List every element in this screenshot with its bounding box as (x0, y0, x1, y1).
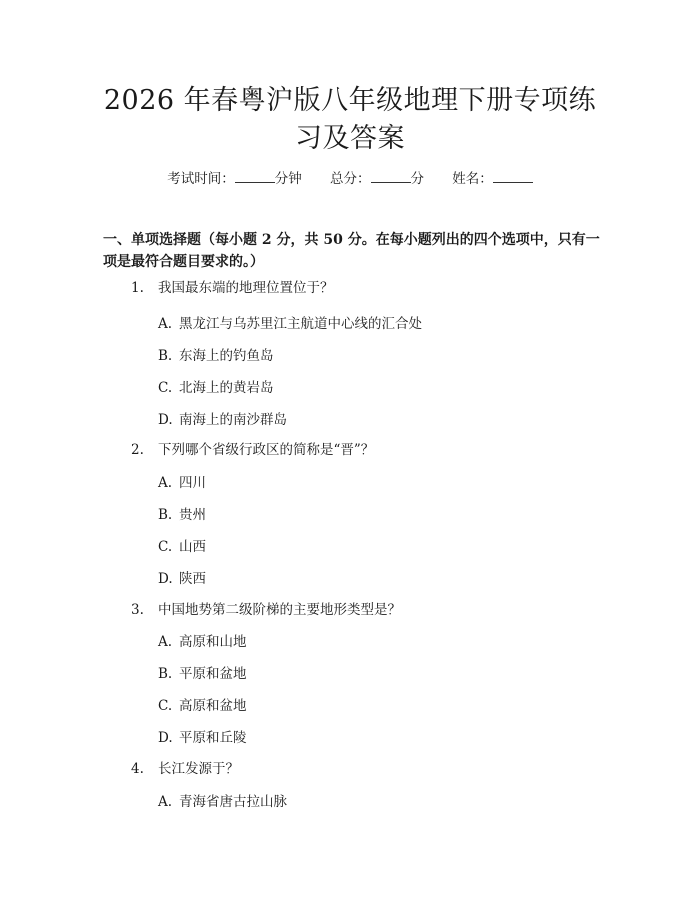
question-1 (131, 279, 334, 297)
option-text: 青海省唐古拉山脉 (179, 794, 287, 810)
question-1-option-a (158, 315, 422, 333)
question-2-option-b (158, 506, 206, 524)
option-letter: B. (158, 507, 173, 523)
section-heading: 一、单项选择题（每小题 2 分，共 50 分。在每小题列出的四个选项中，只有一项是最符合题目要求的。） (103, 232, 600, 270)
option-text: 陕西 (179, 571, 206, 587)
option-letter: A. (158, 634, 173, 650)
option-text: 山西 (179, 539, 206, 555)
option-text: 四川 (179, 475, 206, 491)
option-letter: C. (158, 698, 173, 714)
option-letter: B. (158, 666, 173, 682)
question-3-option-c (158, 697, 247, 715)
option-letter: B. (158, 348, 173, 364)
option-text: 平原和丘陵 (179, 730, 247, 746)
option-letter: A. (158, 794, 173, 810)
student-name-field (452, 170, 533, 188)
total-score-field (330, 170, 424, 188)
question-1-option-c (158, 379, 274, 397)
question-number: 1. (131, 280, 144, 296)
question-number: 2. (131, 442, 144, 458)
question-number: 4. (131, 761, 144, 777)
student-name-label: 姓名： (452, 171, 493, 187)
question-number: 3. (131, 602, 144, 618)
total-score-label: 总分： (330, 171, 371, 187)
exam-time-unit: 分钟 (274, 171, 302, 187)
option-text: 北海上的黄岩岛 (179, 380, 274, 396)
option-letter: C. (158, 380, 173, 396)
option-text: 东海上的钓鱼岛 (179, 348, 274, 364)
question-text: 长江发源于？ (158, 761, 239, 777)
question-3-option-d (158, 729, 247, 747)
question-2-option-c (158, 538, 206, 556)
exam-time-blank (235, 170, 275, 183)
option-letter: C. (158, 539, 173, 555)
option-letter: D. (158, 571, 173, 587)
option-letter: D. (158, 730, 173, 746)
question-2-option-d (158, 570, 206, 588)
question-2 (131, 441, 374, 459)
total-score-unit: 分 (410, 171, 424, 187)
question-2-option-a (158, 474, 206, 492)
question-text: 下列哪个省级行政区的简称是“晋”？ (158, 442, 375, 458)
question-1-option-d (158, 411, 287, 429)
option-text: 高原和山地 (179, 634, 247, 650)
question-text: 我国最东端的地理位置位于？ (158, 280, 334, 296)
question-3-option-b (158, 665, 247, 683)
exam-info-line (0, 170, 700, 188)
question-3-option-a (158, 633, 247, 651)
total-score-blank (371, 170, 411, 183)
document-title: 2026 年春粤沪版八年级地理下册专项练习及答案 (103, 85, 597, 154)
question-1-option-b (158, 347, 274, 365)
option-letter: A. (158, 475, 173, 491)
option-letter: A. (158, 316, 173, 332)
option-letter: D. (158, 412, 173, 428)
option-text: 高原和盆地 (179, 698, 247, 714)
option-text: 南海上的南沙群岛 (179, 412, 287, 428)
exam-time-label: 考试时间： (167, 171, 235, 187)
option-text: 贵州 (179, 507, 206, 523)
exam-time-field (167, 170, 302, 188)
question-4 (131, 760, 239, 778)
question-3 (131, 601, 401, 619)
student-name-blank (493, 170, 533, 183)
question-4-option-a (158, 793, 287, 811)
option-text: 平原和盆地 (179, 666, 247, 682)
option-text: 黑龙江与乌苏里江主航道中心线的汇合处 (179, 316, 422, 332)
question-text: 中国地势第二级阶梯的主要地形类型是？ (158, 602, 401, 618)
